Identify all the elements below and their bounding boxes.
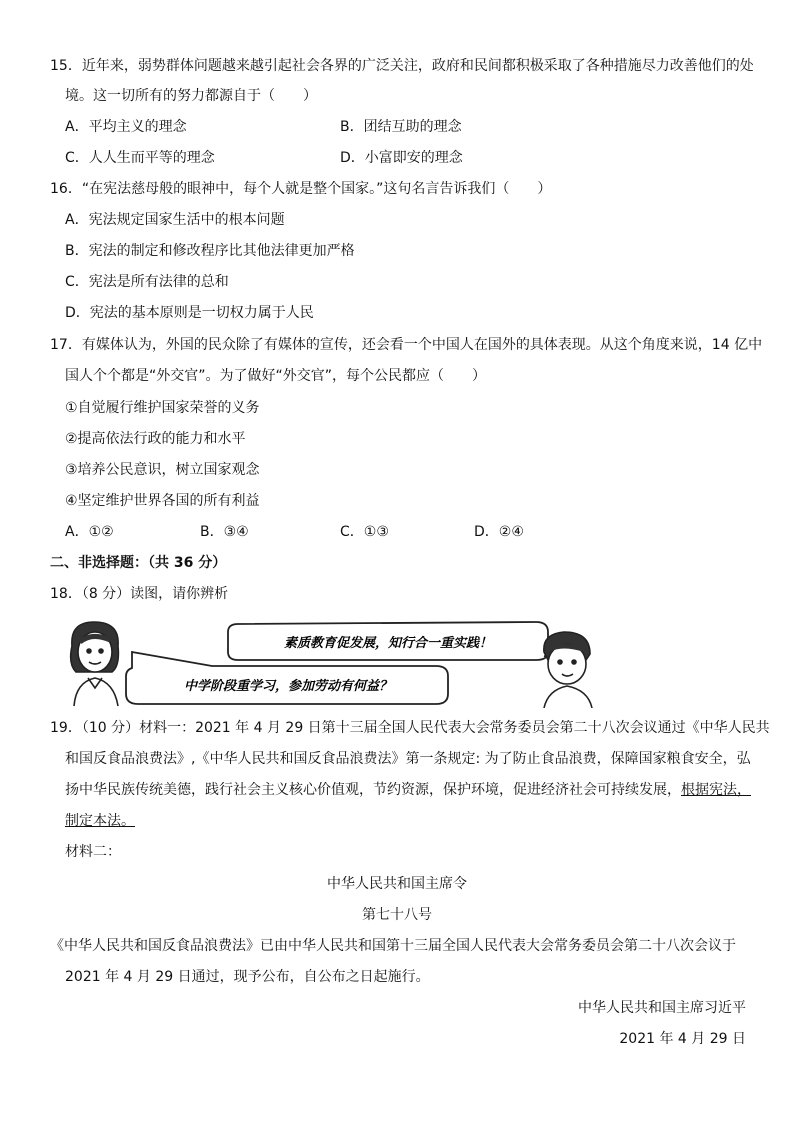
q16-option-c: C．宪法是所有法律的总和 xyxy=(65,274,229,290)
q19-stem-line4 xyxy=(65,811,135,831)
q17-stem-line2: 国人个个都是“外交官”。为了做好“外交官”，每个公民都应（ ） xyxy=(65,368,487,384)
q17-item-4: ④坚定维护世界各国的所有利益 xyxy=(65,493,260,509)
boy-figure-icon xyxy=(544,632,592,708)
q16-stem: 16．“在宪法慈母般的眼神中，每个人就是整个国家。”这句名言告诉我们（ ） xyxy=(50,181,552,197)
q17-option-c: C．①③ xyxy=(340,524,389,540)
material2-label: 材料二： xyxy=(65,844,121,860)
q18-cartoon xyxy=(62,616,622,708)
q16-option-d: D．宪法的基本原则是一切权力属于人民 xyxy=(65,305,314,321)
q15-stem-line1: 15．近年来，弱势群体问题越来越引起社会各界的广泛关注，政府和民间都积极采取了各种措施尽力改善他们的处 xyxy=(50,58,754,74)
q19-line3-text: 扬中华民族传统美德，践行社会主义核心价值观，节约资源，保护环境，促进经济社会可持续发展， xyxy=(65,782,681,798)
q19-stem-line1: 19．（10 分）材料一：2021 年 4 月 29 日第十三届全国人民代表大会常务委员会第二十八次会议通过《中华人民共 xyxy=(50,720,770,736)
q19-line3-underlined: 根据宪法， xyxy=(681,782,751,798)
q19-line4-underlined: 制定本法。 xyxy=(65,813,135,829)
decree-signature: 中华人民共和国主席习近平 xyxy=(578,1000,746,1016)
q15-stem-line2: 境。这一切所有的努力都源自于（ ） xyxy=(65,88,317,104)
q17-stem-line1: 17．有媒体认为，外国的民众除了有媒体的宣传，还会看一个中国人在国外的具体表现。从这个角度来说，14 亿中 xyxy=(50,337,763,353)
q17-option-d: D．②④ xyxy=(474,524,524,540)
decree-date: 2021 年 4 月 29 日 xyxy=(619,1031,746,1047)
decree-line1: 《中华人民共和国反食品浪费法》已由中华人民共和国第十三届全国人民代表大会常务委员会第二十八次会议于 xyxy=(50,938,736,954)
q15-option-d: D．小富即安的理念 xyxy=(340,150,463,166)
q17-item-1: ①自觉履行维护国家荣誉的义务 xyxy=(65,400,260,416)
decree-number: 第七十八号 xyxy=(362,907,432,923)
q17-option-b: B．③④ xyxy=(200,524,249,540)
q17-option-a: A．①② xyxy=(65,524,114,540)
q15-option-b: B．团结互助的理念 xyxy=(340,119,462,135)
q17-item-2: ②提高依法行政的能力和水平 xyxy=(65,431,246,447)
q16-option-b: B．宪法的制定和修改程序比其他法律更加严格 xyxy=(65,243,355,259)
decree-title: 中华人民共和国主席令 xyxy=(327,876,467,892)
woman-figure-icon xyxy=(71,622,119,706)
q15-option-a: A．平均主义的理念 xyxy=(65,119,187,135)
q19-stem-line2: 和国反食品浪费法》,《中华人民共和国反食品浪费法》第一条规定: 为了防止食品浪费，保障国家粮食安全，弘 xyxy=(65,751,751,767)
cartoon-illustration xyxy=(62,616,622,708)
q19-stem-line3 xyxy=(65,780,751,800)
bubble-top-text: 素质教育促发展，知行合一重实践！ xyxy=(283,636,493,651)
q15-option-c: C．人人生而平等的理念 xyxy=(65,150,215,166)
bubble-bottom-text: 中学阶段重学习，参加劳动有何益？ xyxy=(183,679,393,694)
decree-line2: 2021 年 4 月 29 日通过，现予公布，自公布之日起施行。 xyxy=(65,969,430,985)
q17-item-3: ③培养公民意识，树立国家观念 xyxy=(65,462,260,478)
q18-stem: 18．（8 分）读图，请你辨析 xyxy=(50,586,229,602)
section-title: 二、非选择题：（共 36 分） xyxy=(50,555,227,571)
q16-option-a: A．宪法规定国家生活中的根本问题 xyxy=(65,212,285,228)
